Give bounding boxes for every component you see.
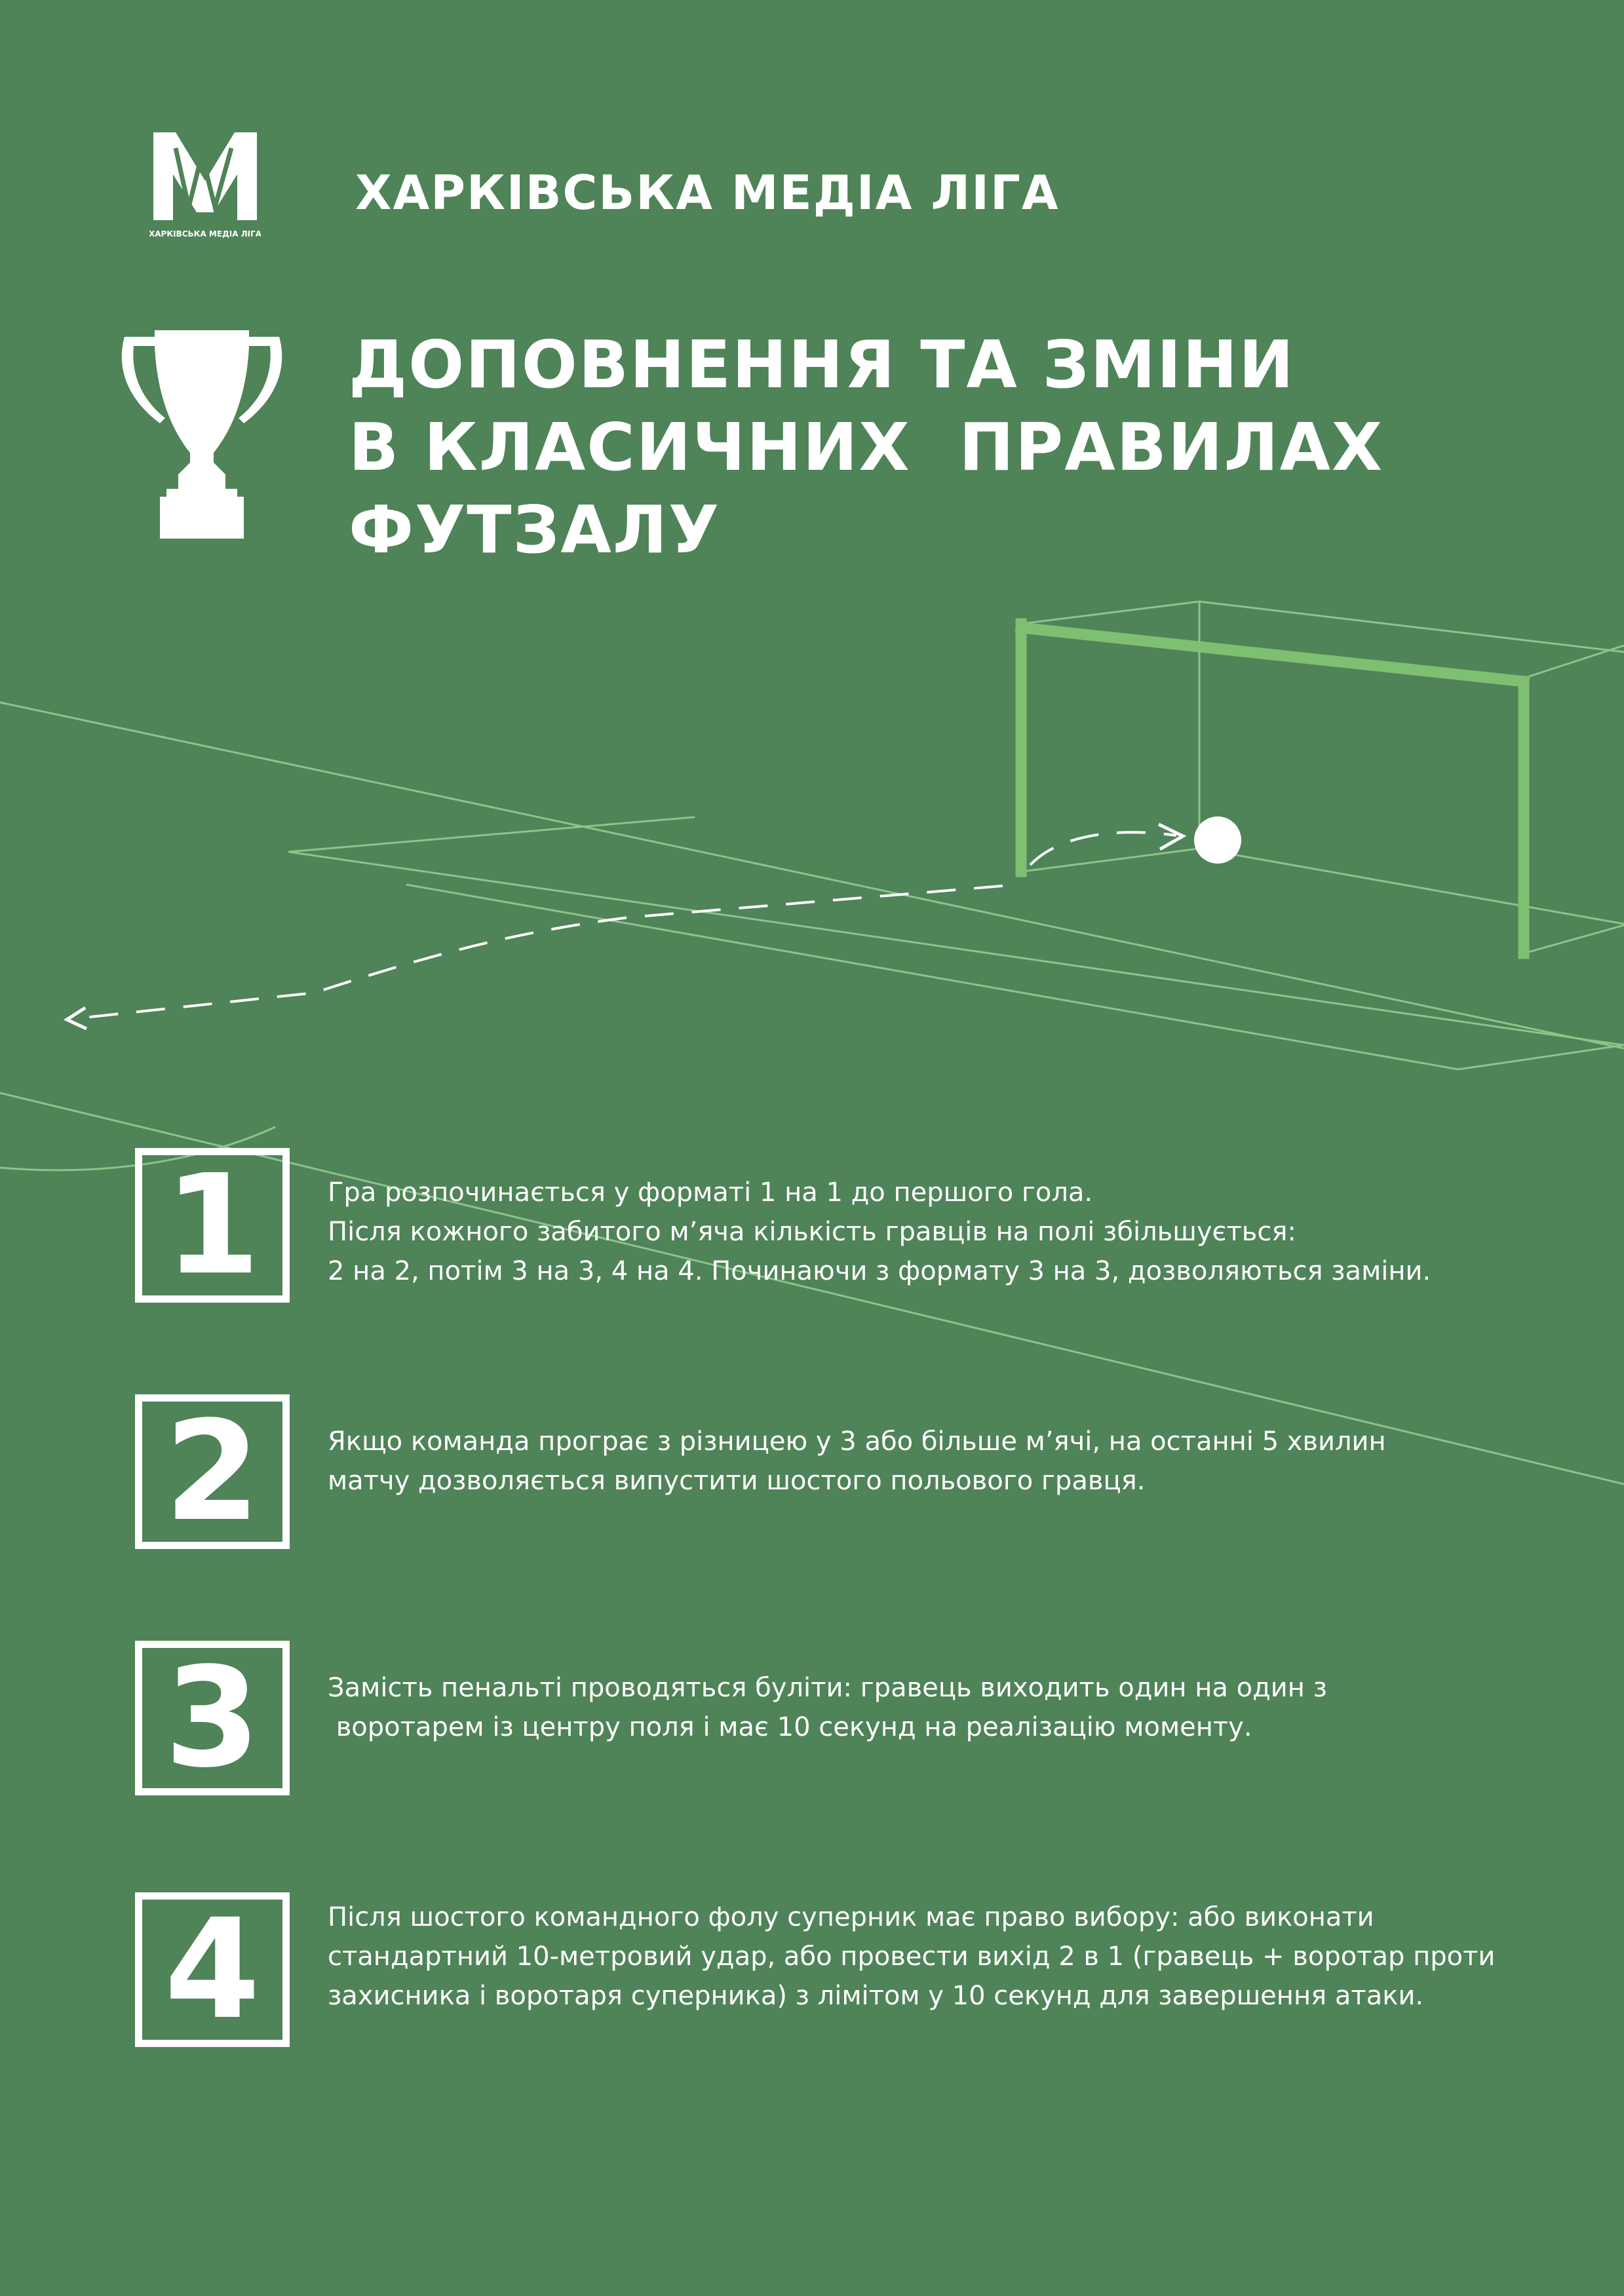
rule-text-line: Після кожного забитого м’яча кількість гравців на полі збільшується: bbox=[328, 1217, 1296, 1247]
rule-number-box bbox=[135, 1889, 290, 2050]
field-line bbox=[0, 702, 1624, 1048]
league-name: ХАРКІВСЬКА МЕДІА ЛІГА bbox=[355, 165, 1060, 220]
rule-number-box bbox=[135, 1145, 290, 1305]
logo-caption: ХАРКІВСЬКА МЕДІА ЛІГА bbox=[149, 229, 261, 239]
trophy-icon bbox=[115, 325, 288, 545]
field-line bbox=[406, 885, 1458, 1069]
league-logo-icon bbox=[149, 128, 261, 244]
rule-text-line: Якщо команда програє з різницею у 3 або більше м’ячі, на останні 5 хвилин bbox=[328, 1426, 1386, 1457]
field-line bbox=[288, 817, 695, 852]
rule-text-line: Замість пенальті проводяться буліти: гравець виходить один на один з bbox=[328, 1673, 1327, 1703]
rule-number-box bbox=[135, 1637, 290, 1798]
trajectory-arrowhead bbox=[1159, 824, 1183, 849]
rule-number-box bbox=[135, 1391, 290, 1552]
rule-text-line: стандартний 10-метровий удар, або провести вихід 2 в 1 (гравець + воротар проти bbox=[328, 1942, 1496, 1972]
rule-number: 2 bbox=[164, 1391, 261, 1552]
rule-text bbox=[328, 1422, 1573, 1501]
page-title bbox=[349, 324, 1383, 571]
field-line bbox=[1458, 1045, 1624, 1069]
rule-text-line: воротарем із центру поля і має 10 секунд на реалізацію моменту. bbox=[328, 1712, 1252, 1742]
trajectory-arrowhead bbox=[67, 1008, 87, 1029]
goal-net-line bbox=[1524, 925, 1624, 953]
rule-text bbox=[328, 1668, 1573, 1747]
rule-text-line: Гра розпочинається у форматі 1 на 1 до першого гола. bbox=[328, 1177, 1093, 1208]
rule-number: 3 bbox=[164, 1637, 261, 1798]
goal-net-line bbox=[1199, 849, 1624, 924]
title-line: В КЛАСИЧНИХ ПРАВИЛАХ bbox=[349, 409, 1384, 486]
rule-text-line: матчу дозволяється випустити шостого польового гравця. bbox=[328, 1466, 1146, 1496]
goal-net-line bbox=[1524, 645, 1624, 678]
rule-text bbox=[328, 1173, 1573, 1291]
league-logo bbox=[149, 128, 261, 244]
rule-text-line: Після шостого командного фолу суперник має право вибору: або виконати bbox=[328, 1902, 1374, 1932]
title-line: ФУТЗАЛУ bbox=[349, 491, 721, 568]
rule-number: 4 bbox=[164, 1889, 261, 2050]
rule-text-line: захисника і воротаря суперника) з лімітом у 10 секунд для завершення атаки. bbox=[328, 1981, 1424, 2011]
title-line: ДОПОВНЕННЯ ТА ЗМІНИ bbox=[349, 326, 1295, 403]
rule-number: 1 bbox=[164, 1145, 261, 1305]
field-line bbox=[288, 852, 1624, 1045]
goal-crossbar bbox=[1021, 628, 1524, 681]
goal-net-line bbox=[1016, 602, 1199, 624]
goal-net-line bbox=[1199, 602, 1624, 652]
rule-text bbox=[328, 1898, 1573, 2016]
soccer-ball-icon bbox=[1194, 816, 1241, 864]
ball-trajectory-line bbox=[72, 886, 1003, 1019]
rule-text-line: 2 на 2, потім 3 на 3, 4 на 4. Починаючи з формату 3 на 3, дозволяються заміни. bbox=[328, 1256, 1431, 1286]
